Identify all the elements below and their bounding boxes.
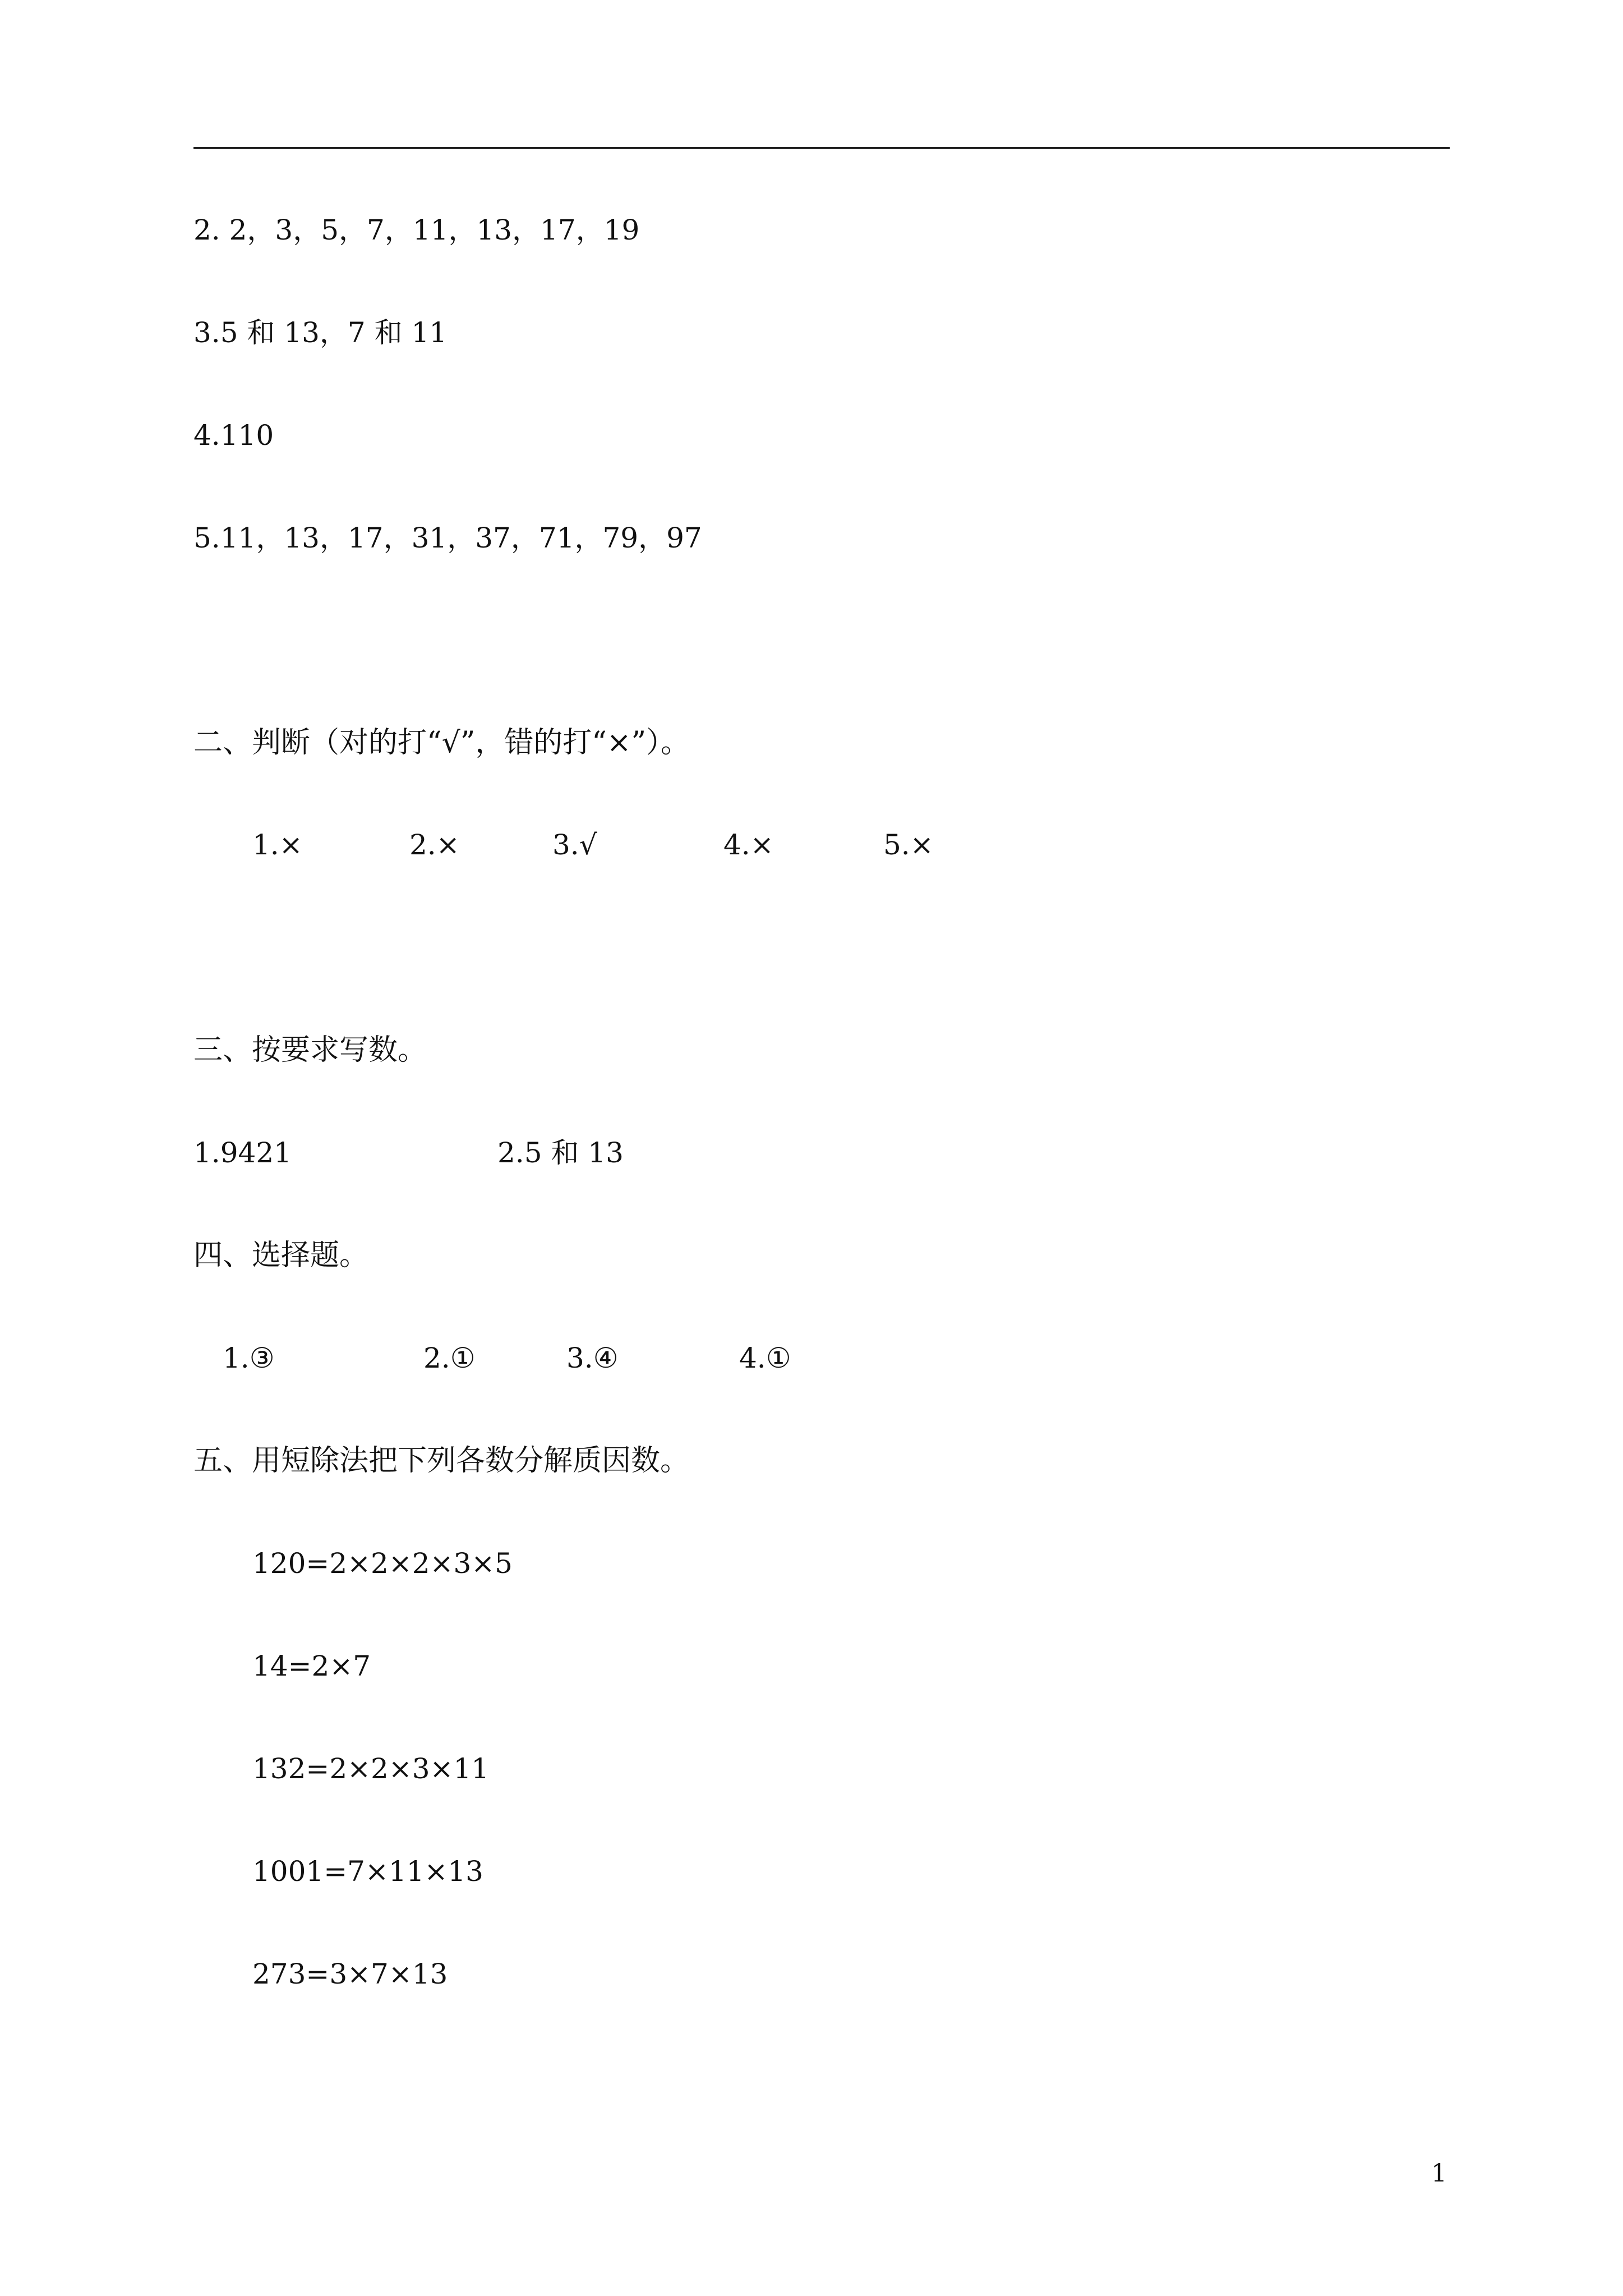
factorization-120: 120=2×2×2×3×5 xyxy=(252,1547,513,1580)
judgement-answer-3: 3.√ xyxy=(552,829,597,861)
section-3-heading: 三、按要求写数。 xyxy=(193,1033,427,1067)
factorization-132: 132=2×2×3×11 xyxy=(252,1752,490,1785)
answer-line-1-3: 3.5 和 13，7 和 11 xyxy=(193,316,448,349)
answer-line-1-4: 4.110 xyxy=(193,419,274,452)
choice-answer-2: 2.① xyxy=(423,1342,476,1374)
write-number-answer-1: 1.9421 xyxy=(193,1137,292,1169)
judgement-answer-2: 2.× xyxy=(409,829,460,861)
choice-answer-1: 1.③ xyxy=(223,1342,275,1374)
factorization-273: 273=3×7×13 xyxy=(252,1958,448,1990)
judgement-answer-5: 5.× xyxy=(883,829,934,861)
factorization-1001: 1001=7×11×13 xyxy=(252,1855,483,1888)
answer-line-1-2: 2. 2，3，5，7，11，13，17，19 xyxy=(193,214,640,246)
section-4-heading: 四、选择题。 xyxy=(193,1239,369,1272)
section-2-heading: 二、判断（对的打“√”，错的打“×”）。 xyxy=(193,726,690,760)
judgement-answer-1: 1.× xyxy=(252,829,303,861)
choice-answer-3: 3.④ xyxy=(566,1342,619,1374)
choice-answer-4: 4.① xyxy=(739,1342,791,1374)
factorization-14: 14=2×7 xyxy=(252,1650,371,1682)
page-number: 1 xyxy=(1431,2159,1447,2188)
header-rule xyxy=(193,147,1450,149)
write-number-answer-2: 2.5 和 13 xyxy=(497,1137,624,1169)
answer-line-1-5: 5.11，13，17，31，37，71，79，97 xyxy=(193,522,702,554)
section-5-heading: 五、用短除法把下列各数分解质因数。 xyxy=(193,1444,690,1478)
judgement-answer-4: 4.× xyxy=(723,829,774,861)
